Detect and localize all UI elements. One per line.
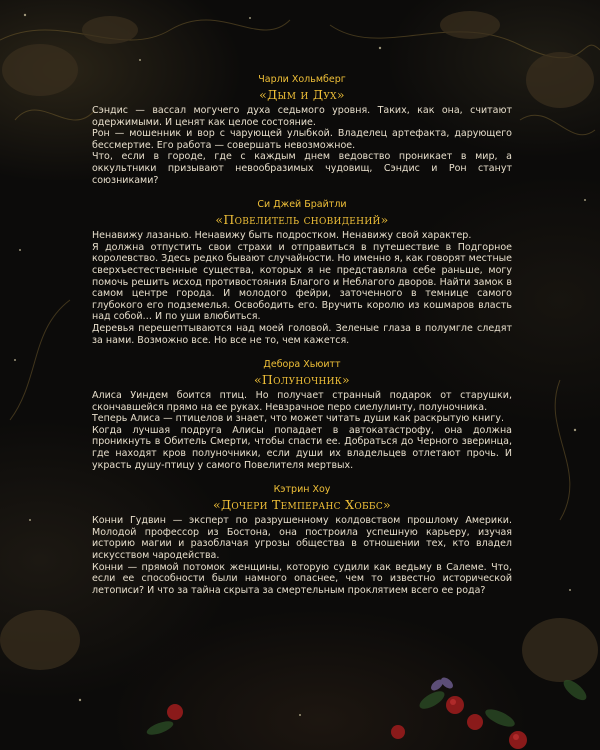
book-author: Дебора Хьюитт	[263, 359, 341, 371]
book-title: «Повелитель сновидений»	[215, 212, 389, 228]
book-paragraph: Конни — прямой потомок женщины, которую судили как ведьму в Салеме. Что, если ее способности были намного опаснее, чем то известно исторической летописи? И что за тайна скрыта за смертельным проклятием всего ее рода?	[92, 561, 512, 596]
book-entry	[92, 74, 512, 186]
book-title: «Полуночник»	[253, 372, 351, 388]
book-paragraph: Рон — мошенник и вор с чарующей улыбкой. Владелец артефакта, дарующего бессмертие. Его работа — совершать невозможное.	[92, 128, 512, 151]
book-paragraph: Ненавижу лазанью. Ненавижу быть подростком. Ненавижу свой характер.	[92, 230, 472, 242]
book-paragraph: Я должна отпустить свои страхи и отправиться в путешествие в Подгорное королевство. Здесь редко бывают случайности. Но именно я, как говорят местные сверхъестественные существа, которых я не представляла себе раньше, могу помочь решить исход противостояния Благого и Неблагого дворов. Найти замок в самом центре города. И молодого фейри, заточенного в темнице самого глубокого его подземелья. Освободить его. Вручить королю из кошмаров власть над собой… И по уши влюбиться.	[92, 241, 512, 323]
book-paragraph: Когда лучшая подруга Алисы попадает в автокатастрофу, она должна проникнуть в Обитель Смерти, чтобы спасти ее. Добраться до Черного зверинца, где находят кров полуночники, если души их владельцев отлетают прочь. И украсть душу-птицу у самого Повелителя мертвых.	[92, 424, 512, 471]
book-paragraph: Сэндис — вассал могучего духа седьмого уровня. Таких, как она, считают одержимыми. И ценят как целое состояние.	[92, 105, 512, 128]
annotations-column	[92, 74, 512, 609]
book-paragraph: Алиса Уиндем боится птиц. Но получает странный подарок от старушки, скончавшейся прямо на ее руках. Невзрачное перо сиелулинту, полуночника.	[92, 390, 512, 413]
book-paragraph: Что, если в городе, где с каждым днем ведовство проникает в мир, а оккультники призывают невообразимых чудовищ, Сэндис и Рон станут союзниками?	[92, 151, 512, 186]
book-entry	[92, 199, 512, 346]
book-title: «Дым и Дух»	[259, 87, 345, 102]
book-paragraph: Конни Гудвин — эксперт по разрушенному колдовством прошлому Америки. Молодой профессор из Бостона, она построила успешную карьеру, изучая историю магии и разоблачая угрозы общества в отношении тех, кто владел искусством чародейства.	[92, 515, 512, 562]
book-title: «Дочери Темперанс Хоббс»	[213, 497, 391, 513]
book-author: Чарли Хольмберг	[258, 74, 346, 85]
butterfly-icon	[429, 675, 455, 692]
book-author: Си Джей Брайтли	[257, 199, 347, 211]
book-entry	[92, 359, 512, 471]
book-entry	[92, 484, 512, 596]
book-paragraph: Теперь Алиса — птицелов и знает, что может читать души как раскрытую книгу.	[92, 413, 504, 425]
book-author: Кэтрин Хоу	[273, 484, 331, 496]
book-paragraph: Деревья перешептываются над моей головой. Зеленые глаза в полумгле следят за нами. Возможно все. Но все не то, чем кажется.	[92, 322, 512, 346]
